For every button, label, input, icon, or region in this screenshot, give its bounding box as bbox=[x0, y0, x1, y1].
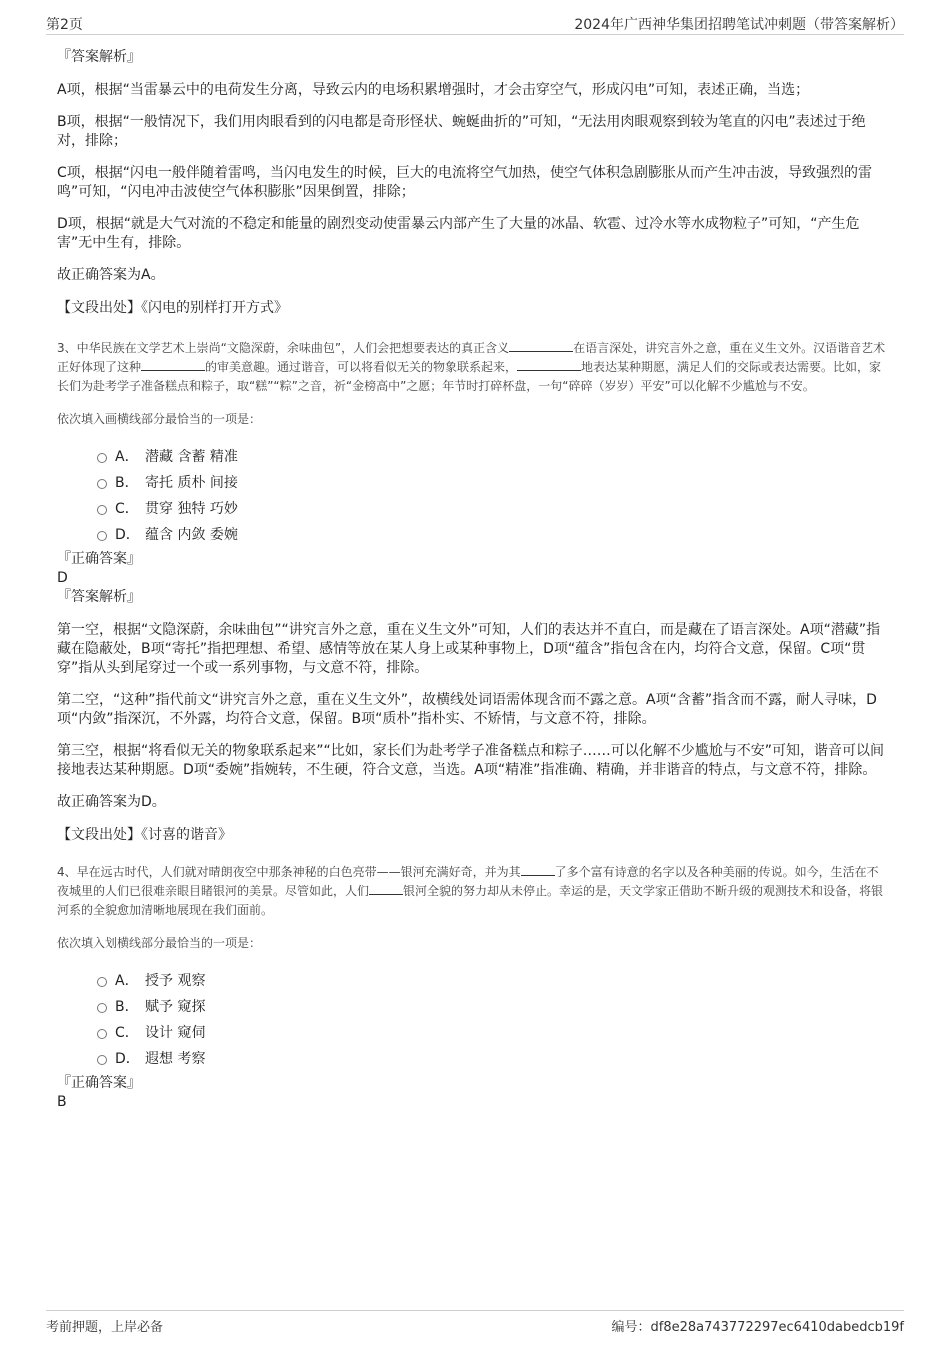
radio-icon[interactable] bbox=[97, 479, 107, 489]
page-header bbox=[46, 14, 904, 35]
analysis-conclusion: 故正确答案为A。 bbox=[57, 267, 165, 283]
option-c[interactable]: C． 贯穿 独特 巧妙 bbox=[97, 496, 889, 522]
answer-blank bbox=[369, 882, 403, 895]
correct-answer: D bbox=[57, 570, 68, 586]
document-id: 编号：df8e28a743772297ec6410dabedcb19f bbox=[611, 1320, 904, 1335]
question-3-stem: 3、中华民族在文学艺术上崇尚“文隐深蔚，余味曲包”，人们会把想要表达的真正含义 在语言深处，讲究言外之意，重在义生文外。汉语谐音艺术正好体现了这种 的审美意趣。通过谐音，可以将看似无关的物象联系起来， 地表达某种期愿，满足人们的交际或表达需要。比如，家长们为赴考学子准备糕点和粽子，取“糕”“粽”之音，祈“金榜高中”之愿；年节时打碎杯盘，一句“碎碎（岁岁）平安”可以化解不少尴尬与不安。 bbox=[57, 341, 886, 393]
analysis-conclusion: 故正确答案为D。 bbox=[57, 794, 166, 810]
question-3-prompt: 依次填入画横线部分最恰当的一项是： bbox=[57, 412, 262, 426]
analysis-heading: 『答案解析』 bbox=[57, 589, 141, 605]
answer-blank bbox=[141, 358, 205, 371]
radio-icon[interactable] bbox=[97, 531, 107, 541]
document-body bbox=[57, 48, 889, 1112]
question-3-options bbox=[97, 444, 889, 548]
analysis-paragraph-3: 第三空，根据“将看似无关的物象联系起来”“比如，家长们为赴考学子准备糕点和粽子……可以化解不少尴尬与不安”可知，谐音可以间接地表达某种期愿。D项“委婉”指婉转，不生硬，符合文意，当选。A项“精准”指准确、精确，并非谐音的特点，与文意不符，排除。 bbox=[57, 743, 885, 778]
correct-answer: B bbox=[57, 1094, 67, 1110]
source-citation: 【文段出处】《闪电的别样打开方式》 bbox=[57, 300, 288, 316]
option-a[interactable]: A． 潜藏 含蓄 精准 bbox=[97, 444, 889, 470]
radio-icon[interactable] bbox=[97, 453, 107, 463]
answer-blank bbox=[509, 339, 573, 352]
analysis-item-a: A项，根据“当雷暴云中的电荷发生分离，导致云内的电场积累增强时，才会击穿空气，形成闪电”可知，表述正确，当选； bbox=[57, 82, 810, 98]
analysis-item-c: C项，根据“闪电一般伴随着雷鸣，当闪电发生的时候，巨大的电流将空气加热，使空气体积急剧膨胀从而产生冲击波，导致强烈的雷鸣”可知，“闪电冲击波使空气体积膨胀”因果倒置，排除； bbox=[57, 165, 873, 200]
analysis-heading: 『答案解析』 bbox=[57, 49, 141, 65]
analysis-item-d: D项，根据“就是大气对流的不稳定和能量的剧烈变动使雷暴云内部产生了大量的冰晶、软雹、过冷水等水成物粒子”可知，“产生危害”无中生有，排除。 bbox=[57, 216, 860, 251]
question-4-stem: 4、早在远古时代，人们就对晴朗夜空中那条神秘的白色亮带——银河充满好奇，并为其 了多个富有诗意的名字以及各种美丽的传说。如今，生活在不夜城里的人们已很难亲眼目睹银河的美景。尽管如此，人们 银河全貌的努力却从未停止。幸运的是，天文学家正借助不断升级的观测技术和设备，将银河系的全貌愈加清晰地展现在我们面前。 bbox=[57, 865, 884, 917]
source-citation: 【文段出处】《讨喜的谐音》 bbox=[57, 827, 232, 843]
analysis-paragraph-1: 第一空，根据“文隐深蔚，余味曲包”“讲究言外之意，重在义生文外”可知，人们的表达并不直白，而是藏在了语言深处。A项“潜藏”指藏在隐蔽处，B项“寄托”指把理想、希望、感情等放在某人身上或某种事物上，D项“蕴含”指包含在内，均符合文意，保留。C项“贯穿”指从头到尾穿过一个或一系列事物，与文意不符，排除。 bbox=[57, 622, 881, 676]
footer-slogan: 考前押题，上岸必备 bbox=[46, 1320, 164, 1335]
radio-icon[interactable] bbox=[97, 1055, 107, 1065]
analysis-paragraph-2: 第二空，“这种”指代前文“讲究言外之意，重在义生文外”，故横线处词语需体现含而不露之意。A项“含蓄”指含而不露，耐人寻味，D项“内敛”指深沉，不外露，均符合文意，保留。B项“质朴”指朴实、不矫情，与文意不符，排除。 bbox=[57, 692, 877, 727]
option-b[interactable]: B． 赋予 窥探 bbox=[97, 994, 889, 1020]
question-4-options bbox=[97, 968, 889, 1072]
radio-icon[interactable] bbox=[97, 1003, 107, 1013]
correct-answer-heading: 『正确答案』 bbox=[57, 551, 141, 567]
correct-answer-heading: 『正确答案』 bbox=[57, 1075, 141, 1091]
option-d[interactable]: D． 遐想 考察 bbox=[97, 1046, 889, 1072]
option-d[interactable]: D． 蕴含 内敛 委婉 bbox=[97, 522, 889, 548]
option-a[interactable]: A． 授予 观察 bbox=[97, 968, 889, 994]
document-title: 2024年广西神华集团招聘笔试冲刺题（带答案解析） bbox=[574, 17, 904, 33]
question-4-prompt: 依次填入划横线部分最恰当的一项是： bbox=[57, 936, 262, 950]
radio-icon[interactable] bbox=[97, 505, 107, 515]
page-footer bbox=[46, 1310, 904, 1333]
analysis-item-b: B项，根据“一般情况下，我们用肉眼看到的闪电都是奇形怪状、蜿蜒曲折的”可知，“无法用肉眼观察到较为笔直的闪电”表述过于绝对，排除； bbox=[57, 114, 866, 149]
answer-blank bbox=[521, 863, 555, 876]
option-c[interactable]: C． 设计 窥伺 bbox=[97, 1020, 889, 1046]
option-b[interactable]: B． 寄托 质朴 间接 bbox=[97, 470, 889, 496]
radio-icon[interactable] bbox=[97, 1029, 107, 1039]
answer-blank bbox=[517, 358, 581, 371]
radio-icon[interactable] bbox=[97, 977, 107, 987]
page-number: 第2页 bbox=[46, 17, 83, 33]
